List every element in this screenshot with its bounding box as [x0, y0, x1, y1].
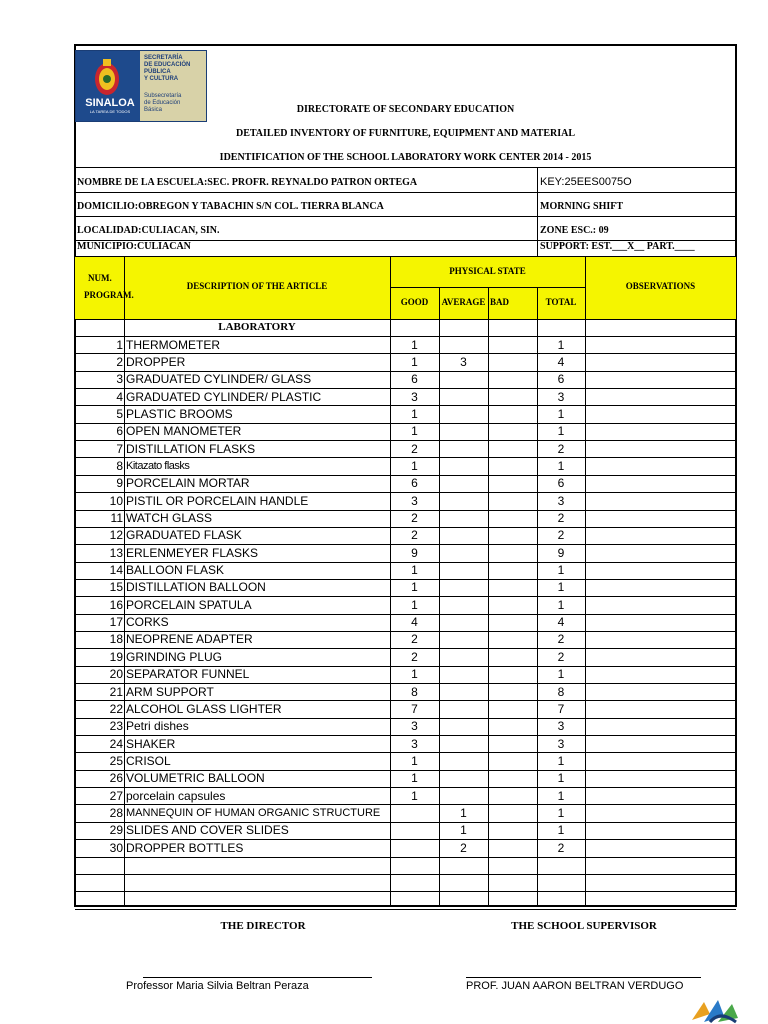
row-description: THERMOMETER: [126, 337, 220, 352]
row-description: ERLENMEYER FLASKS: [126, 545, 259, 560]
state-seal-icon: [90, 57, 124, 99]
supervisor-name: PROF. JUAN AARON BELTRAN VERDUGO: [466, 980, 684, 992]
row-good: 6: [411, 476, 418, 491]
row-total: 8: [557, 684, 565, 699]
row-good: 1: [411, 753, 418, 768]
row-num: 29: [109, 823, 123, 838]
row-description: PORCELAIN SPATULA: [126, 597, 252, 612]
row-good: 1: [411, 406, 418, 421]
row-num: 25: [109, 753, 123, 768]
row-description: GRADUATED FLASK: [126, 528, 242, 543]
row-num: 12: [109, 528, 123, 543]
col-header-num: NUM.: [88, 273, 112, 283]
row-description: SHAKER: [126, 736, 176, 751]
row-good: 1: [411, 597, 418, 612]
row-good: 1: [411, 458, 418, 473]
row-num: 20: [109, 667, 123, 682]
row-good: 2: [411, 649, 418, 664]
row-good: 1: [411, 337, 418, 352]
row-good: 3: [411, 389, 418, 404]
school-address: DOMICILIO:OBREGON Y TABACHIN S/N COL. TIERRA BLANCA: [77, 201, 384, 212]
row-num: 1: [116, 337, 123, 352]
row-num: 27: [109, 788, 123, 803]
row-good: 7: [411, 701, 418, 716]
row-num: 6: [116, 424, 123, 439]
row-num: 7: [116, 441, 123, 456]
row-num: 2: [116, 354, 123, 369]
col-header-observations: OBSERVATIONS: [625, 281, 696, 291]
row-description: ALCOHOL GLASS LIGHTER: [126, 701, 282, 716]
row-good: 1: [411, 771, 418, 786]
row-good: 6: [411, 372, 418, 387]
row-description: PISTIL OR PORCELAIN HANDLE: [126, 493, 309, 508]
row-total: 7: [557, 701, 565, 716]
identification-title: IDENTIFICATION OF THE SCHOOL LABORATORY WORK CENTER 2014 - 2015: [219, 152, 592, 163]
row-average: 1: [460, 823, 467, 838]
row-num: 15: [109, 580, 123, 595]
row-total: 3: [557, 493, 565, 508]
row-num: 16: [109, 597, 123, 612]
row-num: 21: [109, 684, 123, 699]
school-name: NOMBRE DE LA ESCUELA:SEC. PROFR. REYNALDO PATRON ORTEGA: [77, 177, 418, 188]
row-good: 2: [411, 441, 418, 456]
row-total: 1: [557, 458, 565, 473]
row-total: 6: [557, 476, 565, 491]
row-good: 1: [411, 563, 418, 578]
row-num: 24: [109, 736, 123, 751]
row-total: 1: [557, 667, 565, 682]
row-good: 1: [411, 667, 418, 682]
row-num: 13: [109, 545, 123, 560]
row-total: 1: [557, 580, 565, 595]
row-description: VOLUMETRIC BALLOON: [126, 771, 265, 786]
corner-logo-icon: [690, 996, 740, 1024]
row-description: DROPPER BOTTLES: [126, 840, 244, 855]
school-shift: MORNING SHIFT: [540, 201, 624, 212]
row-total: 9: [557, 545, 565, 560]
row-good: 1: [411, 580, 418, 595]
row-good: 2: [411, 511, 418, 525]
row-total: 1: [557, 597, 565, 612]
row-num: 30: [109, 840, 123, 855]
logo-brand: SINALOA: [85, 97, 135, 109]
school-key: KEY:25EES0075O: [540, 176, 632, 188]
logo-subsecretaria: Subsecretaría de Educación Básica: [144, 93, 182, 113]
row-num: 17: [109, 615, 123, 630]
row-description: PORCELAIN MORTAR: [126, 476, 250, 491]
col-header-bad: BAD: [490, 297, 510, 307]
row-num: 14: [109, 563, 123, 578]
row-total: 2: [557, 649, 565, 664]
director-signature-line: [143, 977, 372, 978]
row-good: 1: [411, 788, 418, 803]
row-good: 8: [411, 684, 418, 699]
row-num: 9: [116, 476, 123, 491]
row-description: GRADUATED CYLINDER/ PLASTIC: [126, 389, 322, 404]
row-good: 3: [411, 493, 418, 508]
director-title: THE DIRECTOR: [220, 920, 306, 932]
row-average: 2: [460, 840, 467, 855]
row-num: 3: [116, 372, 123, 387]
row-description: SLIDES AND COVER SLIDES: [126, 823, 289, 838]
row-total: 1: [557, 771, 565, 786]
col-header-physical-state: PHYSICAL STATE: [449, 266, 526, 276]
row-num: 28: [109, 805, 123, 820]
row-total: 1: [557, 805, 565, 820]
col-header-program: PROGRAM.: [84, 290, 134, 300]
row-description: Petri dishes: [126, 719, 189, 734]
row-description: MANNEQUIN OF HUMAN ORGANIC STRUCTURE: [126, 806, 381, 819]
row-description: GRINDING PLUG: [126, 649, 223, 664]
row-total: 3: [557, 736, 565, 751]
row-num: 8: [116, 458, 123, 473]
row-description: DROPPER: [126, 354, 186, 369]
row-num: 19: [109, 649, 123, 664]
school-locality: LOCALIDAD:CULIACAN, SIN.: [77, 225, 220, 236]
row-num: 22: [109, 701, 123, 716]
inventory-title: DETAILED INVENTORY OF FURNITURE, EQUIPMENT AND MATERIAL: [235, 128, 576, 139]
row-num: 5: [116, 406, 123, 421]
row-good: 3: [411, 719, 418, 734]
row-description: porcelain capsules: [126, 788, 226, 803]
row-total: 1: [557, 424, 565, 439]
col-header-description: DESCRIPTION OF THE ARTICLE: [186, 281, 328, 291]
row-good: 2: [411, 528, 418, 543]
supervisor-title: THE SCHOOL SUPERVISOR: [511, 920, 657, 932]
row-good: 9: [411, 545, 418, 560]
school-municipality: MUNICIPIO:CULIACAN: [77, 241, 191, 252]
row-num: 26: [109, 771, 123, 786]
row-good: 2: [411, 632, 418, 647]
school-support: SUPPORT: EST.___X__ PART.____: [540, 241, 695, 252]
row-total: 1: [557, 563, 565, 578]
logo-secretaria: SECRETARÍA DE EDUCACIÓN PÚBLICA Y CULTURA: [144, 55, 191, 82]
row-good: 3: [411, 736, 418, 751]
logo-slogan: LA TAREA DE TODOS: [89, 109, 131, 114]
row-total: 3: [557, 389, 565, 404]
row-total: 2: [557, 528, 565, 543]
row-total: 4: [557, 615, 565, 630]
row-total: 1: [557, 823, 565, 838]
row-description: CRISOL: [126, 753, 171, 768]
row-description: GRADUATED CYLINDER/ GLASS: [126, 372, 312, 387]
row-total: 2: [557, 632, 565, 647]
row-description: CORKS: [126, 615, 169, 630]
row-total: 6: [557, 372, 565, 387]
row-description: NEOPRENE ADAPTER: [126, 632, 253, 647]
row-good: 4: [411, 615, 418, 630]
section-laboratory: LABORATORY: [218, 321, 296, 333]
row-description: ARM SUPPORT: [126, 684, 214, 699]
row-total: 1: [557, 406, 565, 421]
supervisor-signature-line: [466, 977, 701, 978]
row-description: WATCH GLASS: [126, 511, 213, 525]
row-description: DISTILLATION BALLOON: [126, 580, 266, 595]
row-description: BALLOON FLASK: [126, 563, 225, 578]
row-total: 1: [557, 788, 565, 803]
col-header-total: TOTAL: [545, 297, 577, 307]
row-description: Kitazato flasks: [126, 459, 190, 472]
row-num: 11: [110, 511, 123, 525]
row-total: 4: [557, 354, 565, 369]
col-header-good: GOOD: [400, 297, 429, 307]
row-description: OPEN MANOMETER: [126, 424, 242, 439]
row-good: 1: [411, 354, 418, 369]
row-description: PLASTIC BROOMS: [126, 406, 233, 421]
row-total: 3: [557, 719, 565, 734]
row-total: 2: [557, 441, 565, 456]
col-header-average: AVERAGE: [441, 297, 486, 307]
directorate-title: DIRECTORATE OF SECONDARY EDUCATION: [296, 104, 515, 115]
row-description: DISTILLATION FLASKS: [126, 441, 256, 456]
row-good: 1: [411, 424, 418, 439]
row-total: 1: [557, 337, 565, 352]
row-total: 2: [557, 511, 565, 525]
school-zone: ZONE ESC.: 09: [540, 225, 609, 236]
row-total: 2: [557, 840, 565, 855]
row-num: 18: [109, 632, 123, 647]
row-description: SEPARATOR FUNNEL: [126, 667, 250, 682]
row-num: 10: [109, 493, 123, 508]
row-num: 4: [116, 389, 123, 404]
row-average: 1: [460, 805, 467, 820]
row-total: 1: [557, 753, 565, 768]
director-name: Professor Maria Silvia Beltran Peraza: [126, 980, 309, 992]
row-average: 3: [460, 354, 467, 369]
row-num: 23: [109, 719, 123, 734]
